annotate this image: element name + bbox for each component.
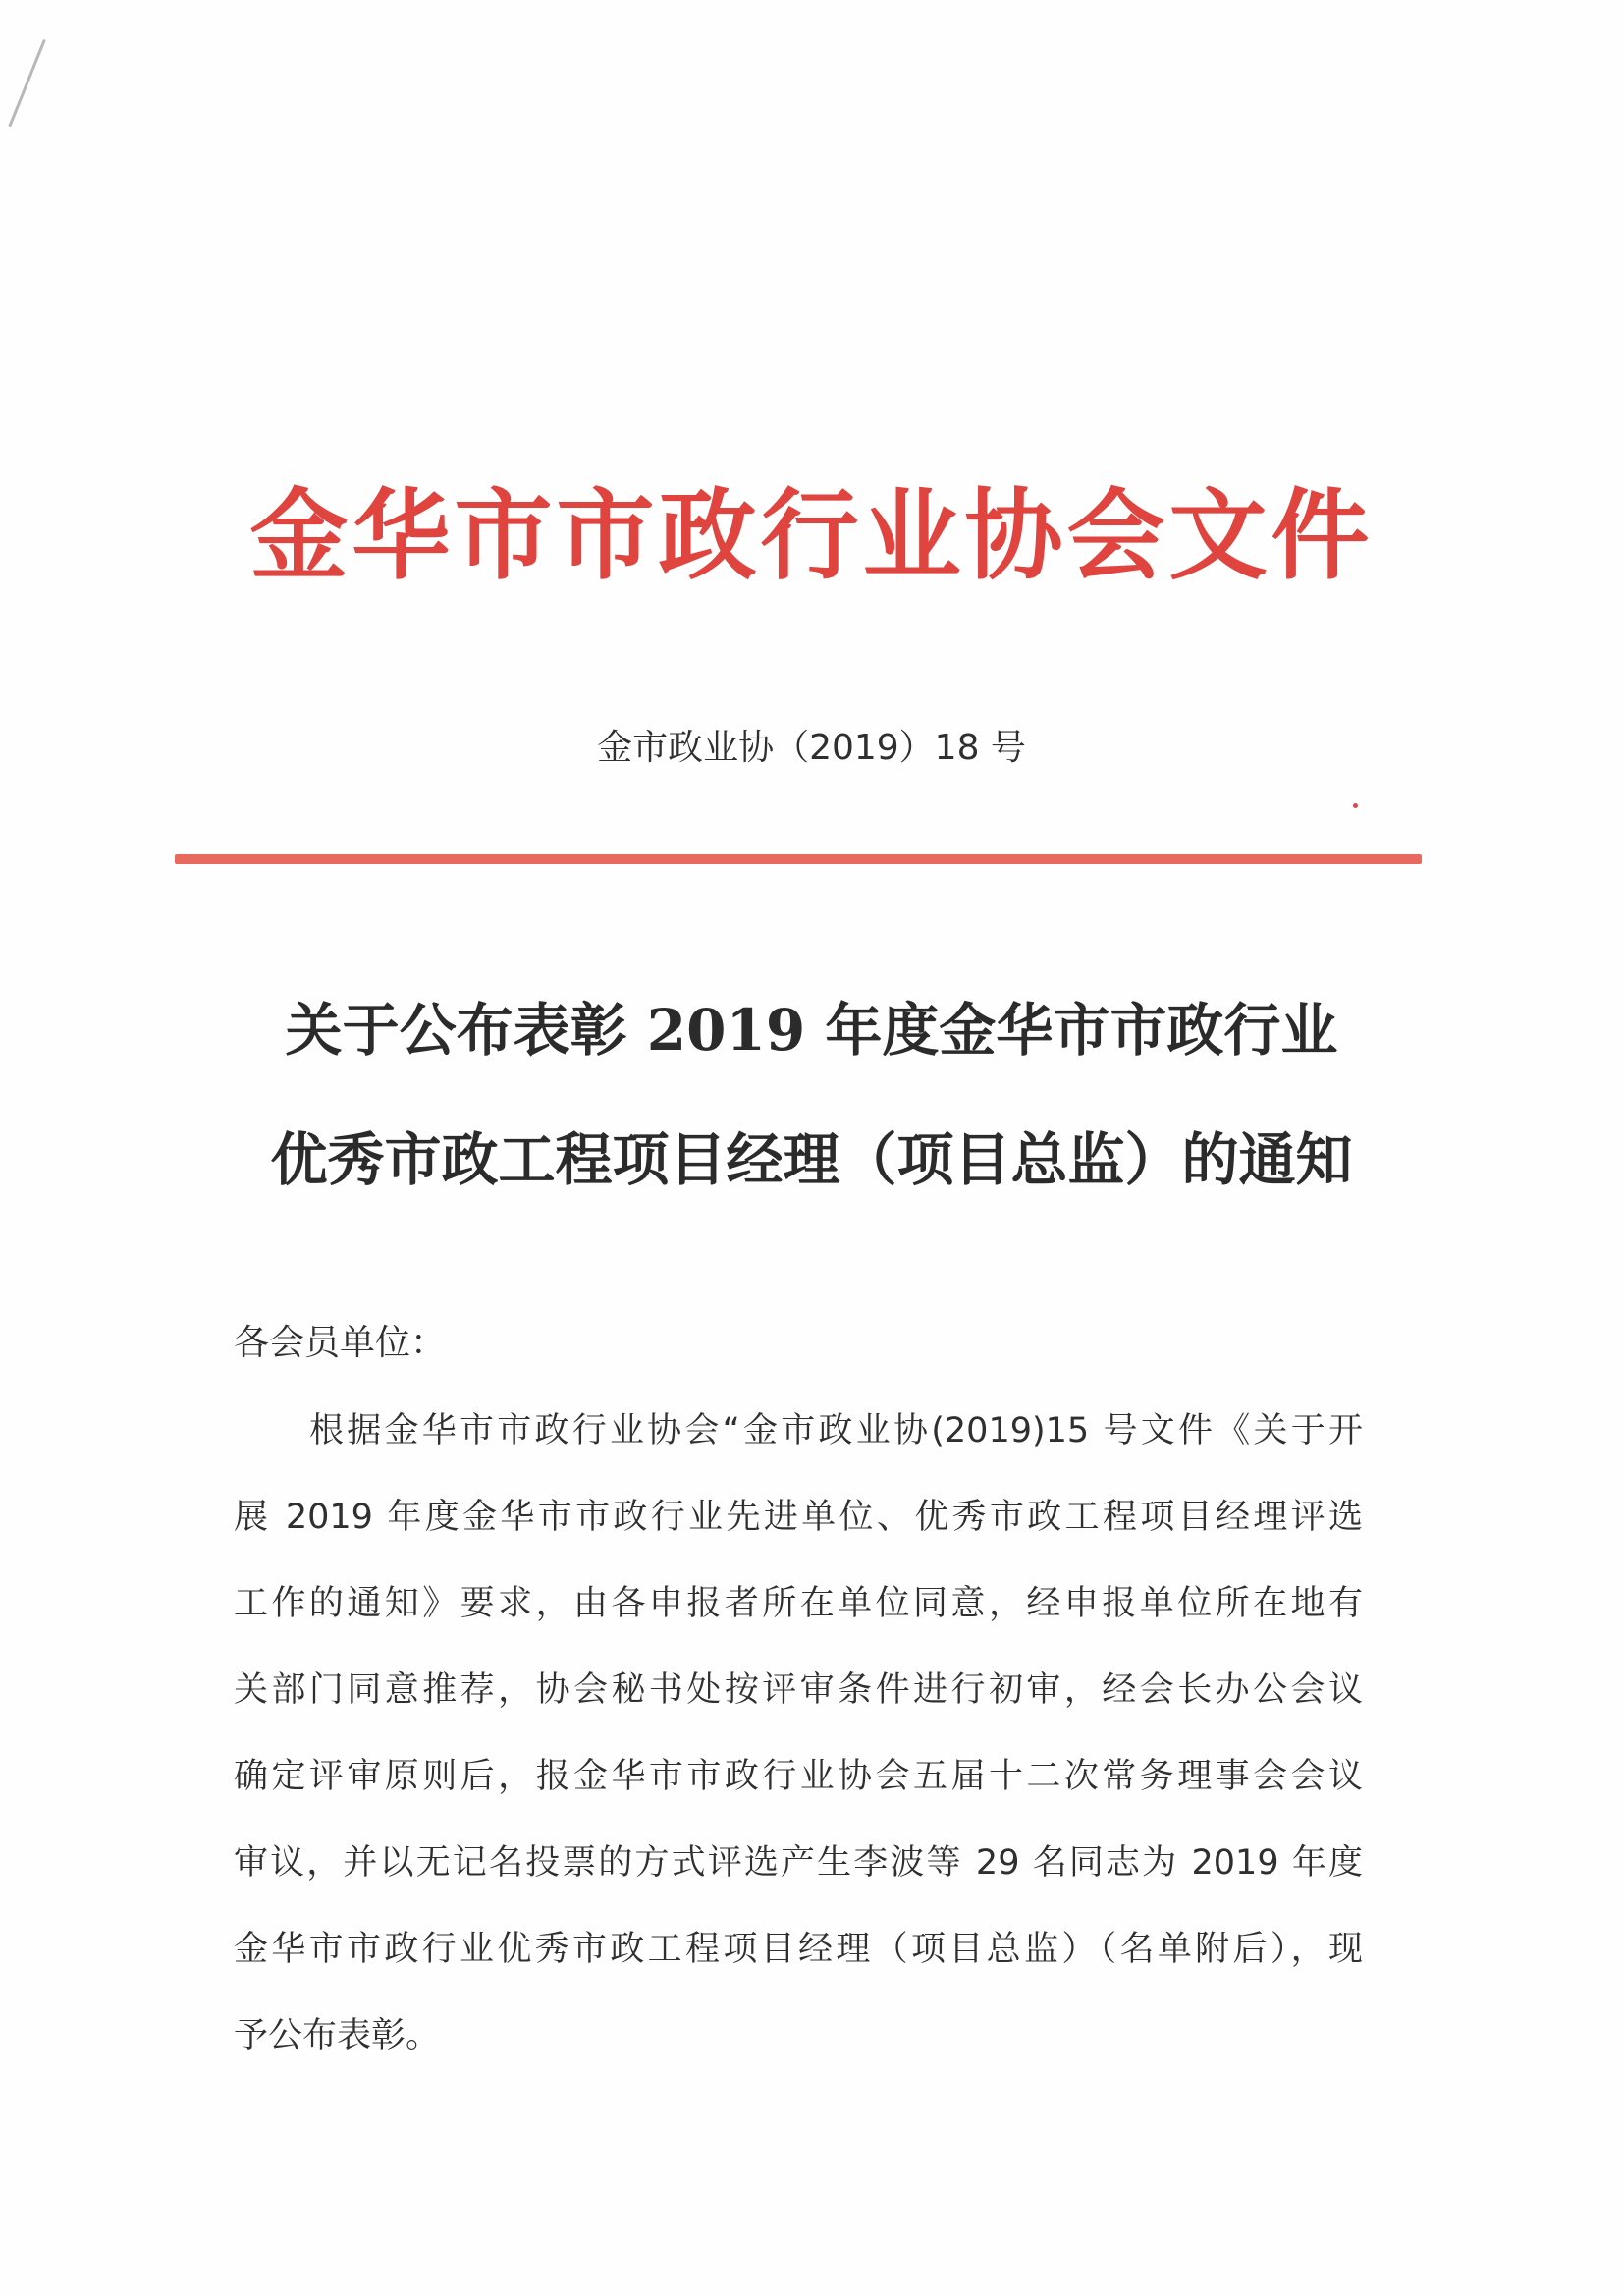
scan-mark	[8, 39, 45, 127]
document-header: 金华市市政行业协会文件	[249, 477, 1374, 593]
red-dot-mark	[1353, 803, 1358, 808]
document-number: 金市政业协（2019）18 号	[597, 728, 1026, 768]
notice-title-line-1: 关于公布表彰 2019 年度金华市市政行业	[285, 997, 1338, 1064]
body-line: 展 2019 年度金华市市政行业先进单位、优秀市政工程项目经理评选	[234, 1498, 1363, 1537]
salutation: 各会员单位：	[234, 1323, 447, 1363]
body-line: 根据金华市市政行业协会“金市政业协(2019)15 号文件《关于开	[309, 1411, 1363, 1450]
notice-title-line-2: 优秀市政工程项目经理（项目总监）的通知	[270, 1126, 1353, 1193]
red-divider-rule	[175, 854, 1422, 864]
body-line: 审议，并以无记名投票的方式评选产生李波等 29 名同志为 2019 年度	[234, 1843, 1363, 1883]
body-line: 工作的通知》要求，由各申报者所在单位同意，经申报单位所在地有	[234, 1584, 1363, 1623]
body-line: 关部门同意推荐，协会秘书处按评审条件进行初审，经会长办公会议	[234, 1670, 1363, 1710]
body-line: 确定评审原则后，报金华市市政行业协会五届十二次常务理事会会议	[234, 1757, 1363, 1796]
body-line: 予公布表彰。	[234, 2016, 441, 2055]
body-line: 金华市市政行业优秀市政工程项目经理（项目总监）（名单附后），现	[234, 1930, 1363, 1969]
